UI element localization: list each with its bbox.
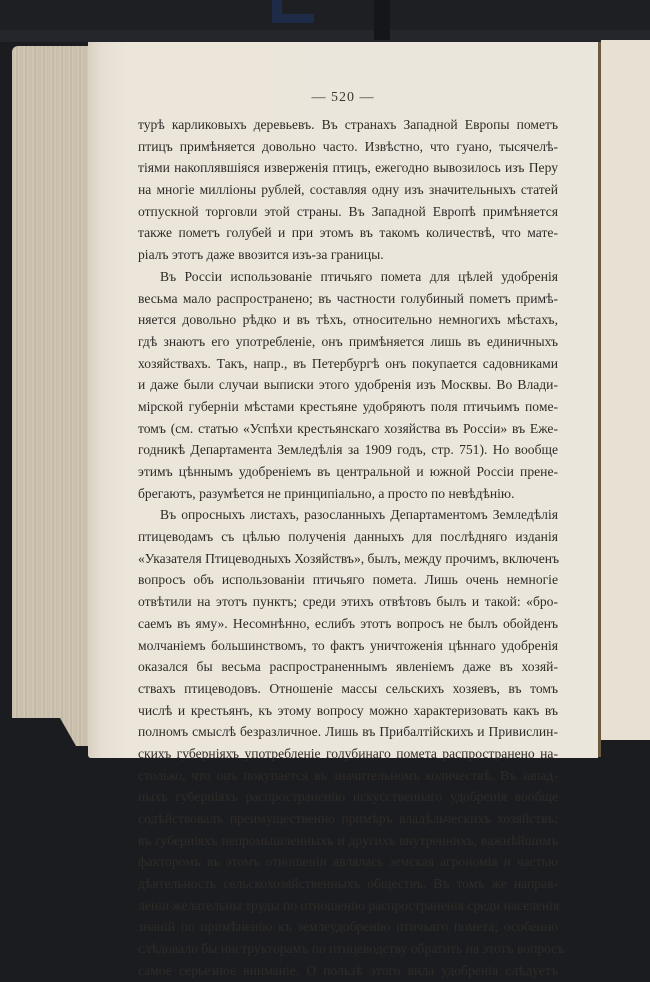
text-line: леніи желательны труды по отношенію распространенія среди населенія (138, 897, 560, 913)
text-line: мірской губерніи мѣстами крестьяне удобряютъ поля птичьимъ поме- (138, 398, 558, 414)
page-body-text (138, 114, 565, 982)
text-line: ствахъ птицеводовъ. Отношеніе массы сельскихъ хозяевъ, въ томъ (138, 680, 558, 696)
text-line: саемъ въ яму». Несомнѣнно, еслибъ этотъ вопросъ не былъ обойденъ (138, 615, 558, 631)
text-line: въ губерніяхъ непромышленныхъ и другихъ внутреннихъ, важнѣйшимъ (138, 832, 558, 848)
text-line: на многіе милліоны рублей, составляя одну изъ значительныхъ статей (138, 182, 558, 198)
text-line: отпускной торговли этой страны. Въ Западной Европѣ примѣняется (138, 203, 558, 219)
text-line: содѣйствовалъ преимущественно примѣръ владѣльческихъ хозяйствъ; (138, 811, 558, 826)
text-line: столько, что онъ покупается въ значительномъ количествѣ. Въ запад- (138, 767, 558, 783)
text-line: и даже были случаи выписки этого удобренія изъ Москвы. Во Влади- (138, 377, 558, 393)
text-line: дѣятельность сельскохозяйственныхъ обществъ. Въ томъ же направ- (138, 876, 558, 892)
text-line: полномъ смыслѣ безразличное. Лишь въ Прибалтійскихъ и Привислин- (138, 724, 558, 740)
text-line: весьма мало распространено; въ частности голубиный пометъ примѣ- (138, 290, 558, 306)
text-line: гдѣ знаютъ его употребленіе, онъ примѣняется лишь въ единичныхъ (138, 333, 558, 349)
text-line: птицъ примѣняется довольно часто. Извѣстно, что гуано, тысячелѣ- (138, 138, 558, 154)
text-line: знаній по примѣненію къ землеудобренію птичьяго помета; особенно (138, 919, 558, 935)
text-line: оказался бы весьма распространеннымъ явленіемъ даже въ хозяй- (138, 659, 558, 675)
dark-pillar (374, 0, 390, 40)
text-line: годникѣ Департамента Земледѣлія за 1909 годъ, стр. 751). Но вообще (138, 442, 558, 458)
text-line: факторомъ въ этомъ отношеніи являлась земская агрономія и частью (138, 854, 558, 870)
text-line: числѣ и крестьянъ, къ этому вопросу можно характеризовать какъ въ (138, 702, 558, 718)
text-line: турѣ карликовыхъ деревьевъ. Въ странахъ Западной Европы пометъ (138, 117, 558, 132)
book-page (88, 42, 598, 978)
text-line: томъ (см. статью «Успѣхи крестьянскаго хозяйства въ Россіи» въ Еже- (138, 420, 558, 436)
text-line: тіями накоплявшіяся изверженія птицъ, ежегодно вывозилось изъ Перу (138, 160, 558, 176)
paragraph-first-line: Въ опросныхъ листахъ, разосланныхъ Департаментомъ Земледѣлія (160, 507, 558, 523)
text-line: ріалъ этотъ даже ввозится изъ-за границы. (138, 247, 384, 263)
dark-backdrop (0, 0, 650, 42)
text-line: слѣдовало бы инструкторамъ по птицеводству обратить на этотъ вопросъ (138, 941, 565, 957)
facing-page-edge (601, 40, 650, 740)
text-line: этимъ цѣннымъ удобреніемъ въ центральной и южной Россіи прене- (138, 464, 558, 479)
text-line: скихъ губерніяхъ употребленіе голубинаго помета распространено на- (138, 745, 558, 761)
book-page-edges (12, 46, 92, 746)
text-line: птицеводамъ съ цѣлью полученія данныхъ для послѣдняго изданія (138, 529, 558, 545)
text-line: «Указателя Птицеводныхъ Хозяйствъ», былъ, между прочимъ, включенъ (138, 550, 560, 566)
blue-marker-foot (272, 14, 314, 23)
text-line: хозяйствахъ. Такъ, напр., въ Петербургѣ онъ покупается садовниками (138, 355, 558, 371)
page-number: — 520 — (311, 90, 375, 105)
text-line: брегаютъ, разумѣется не принципіально, а просто по невѣдѣнію. (138, 485, 515, 501)
book-spine-strip (0, 30, 650, 42)
text-line: молчаніемъ большинствомъ, то фактъ уничтоженія цѣннаго удобренія (138, 637, 558, 653)
text-line: няется довольно рѣдко и въ тѣхъ, относительно немногихъ мѣстахъ, (138, 312, 558, 328)
text-line: ныхъ губерніяхъ распространенію искусственнаго удобренія вообще (138, 789, 558, 805)
paragraph-first-line: Въ Россіи использованіе птичьяго помета для цѣлей удобренія (160, 268, 558, 284)
text-line: самое серьезное вниманіе. О пользѣ этого вида удобренія слѣдуетъ (138, 962, 558, 978)
text-line: вопросъ объ использованіи птичьяго помета. Лишь очень немногіе (138, 572, 558, 588)
text-line: также пометъ голубей и при этомъ въ такомъ количествѣ, что мате- (138, 225, 558, 241)
text-line: отвѣтили на этотъ пунктъ; среди этихъ отвѣтовъ былъ и такой: «бро- (138, 594, 558, 610)
